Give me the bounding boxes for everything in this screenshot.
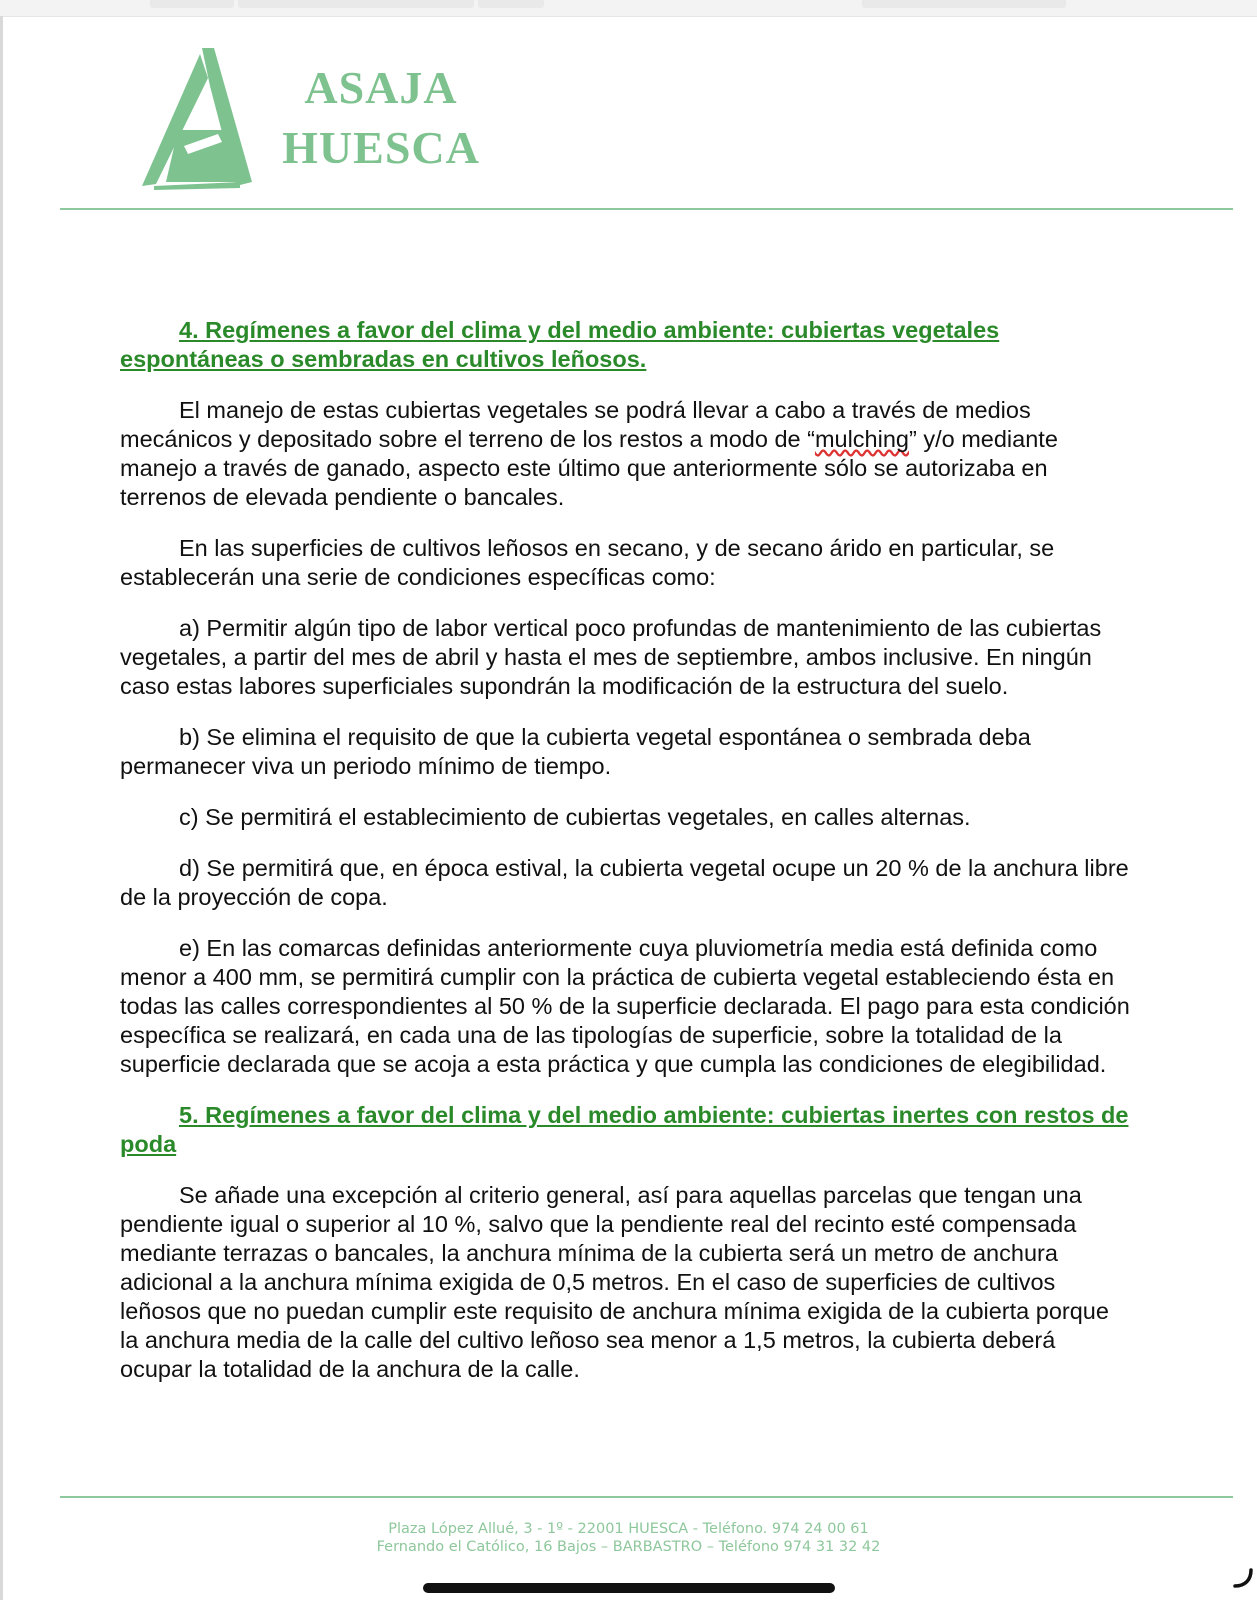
top-status-strip bbox=[0, 0, 1257, 17]
logo-line-2: HUESCA bbox=[282, 122, 480, 173]
logo-line-1: ASAJA bbox=[304, 62, 458, 113]
paragraph-text: El manejo de estas cubiertas vegetales se podrá llevar a cabo a través de medios mecánicos y depositado sobre el terreno de los restos a modo de “ bbox=[120, 397, 1031, 452]
paragraph: Se añade una excepción al criterio general, así para aquellas parcelas que tengan una pendiente igual o superior al 10 %, salvo que la pendiente real del recinto esté compensada mediante terrazas o bancales, la anchura mínima de la cubierta será un metro de anchura adicional a la anchura mínima exigida de 0,5 metros. En el caso de superficies de cultivos leñosos que no puedan cumplir este requisito de anchura mínima exigida de la cubierta porque la anchura media de la calle del cultivo leñoso sea menor a 1,5 metros, la cubierta deberá ocupar la totalidad de la anchura de la calle. bbox=[120, 1182, 1109, 1382]
asaja-logo bbox=[140, 46, 480, 196]
list-item-b: b) Se elimina el requisito de que la cubierta vegetal espontánea o sembrada deba permanecer viva un periodo mínimo de tiempo. bbox=[120, 724, 1031, 779]
asaja-logo-icon bbox=[140, 46, 260, 196]
paragraph bbox=[120, 396, 1130, 512]
header-divider bbox=[60, 208, 1233, 210]
footer-address-1: Plaza López Allué, 3 - 1º - 22001 HUESCA - Teléfono. 974 24 00 61 bbox=[388, 1521, 869, 1537]
home-indicator[interactable] bbox=[423, 1583, 835, 1593]
footer-address-2: Fernando el Católico, 16 Bajos – BARBASTRO – Teléfono 974 31 32 42 bbox=[376, 1539, 881, 1555]
page-left-edge bbox=[0, 16, 3, 1600]
section-5-heading: 5. Regímenes a favor del clima y del medio ambiente: cubiertas inertes con restos de poda bbox=[120, 1102, 1129, 1157]
list-item-e: e) En las comarcas definidas anteriormente cuya pluviometría media está definida como menor a 400 mm, se permitirá cumplir con la práctica de cubierta vegetal estableciendo ésta en todas las calles correspondientes al 50 % de la superficie declarada. El pago para esta condición específica se realizará, en cada una de las tipologías de superficie, sobre la totalidad de la superficie declarada que se acoja a esta práctica y que cumpla las condiciones de elegibilidad. bbox=[120, 935, 1130, 1077]
top-strip-segment bbox=[150, 0, 234, 8]
top-strip-segment bbox=[478, 0, 544, 8]
list-item-a: a) Permitir algún tipo de labor vertical poco profundas de mantenimiento de las cubiertas vegetales, a partir del mes de abril y hasta el mes de septiembre, ambos inclusive. En ningún caso estas labores superficiales supondrán la modificación de la estructura del suelo. bbox=[120, 615, 1102, 699]
document-body bbox=[120, 316, 1130, 1406]
list-item-d: d) Se permitirá que, en época estival, la cubierta vegetal ocupe un 20 % de la anchura libre de la proyección de copa. bbox=[120, 855, 1129, 910]
top-strip-segment bbox=[238, 0, 474, 8]
top-strip-segment bbox=[862, 0, 1066, 8]
logo-wordmark bbox=[276, 58, 486, 178]
markup-pen-icon[interactable] bbox=[1231, 1566, 1255, 1590]
paragraph: En las superficies de cultivos leñosos en secano, y de secano árido en particular, se establecerán una serie de condiciones específicas como: bbox=[120, 535, 1055, 590]
footer-divider bbox=[60, 1496, 1233, 1498]
paragraph-text: ” y/o mediante manejo a través de ganado, aspecto este último que anteriormente sólo se autorizaba en terrenos de elevada pendiente o bancales. bbox=[120, 426, 1058, 510]
section-4-heading: 4. Regímenes a favor del clima y del medio ambiente: cubiertas vegetales espontáneas o sembradas en cultivos leñosos. bbox=[120, 317, 1000, 372]
list-item-c: c) Se permitirá el establecimiento de cubiertas vegetales, en calles alternas. bbox=[179, 804, 971, 830]
misspelled-word: mulching bbox=[814, 426, 909, 452]
